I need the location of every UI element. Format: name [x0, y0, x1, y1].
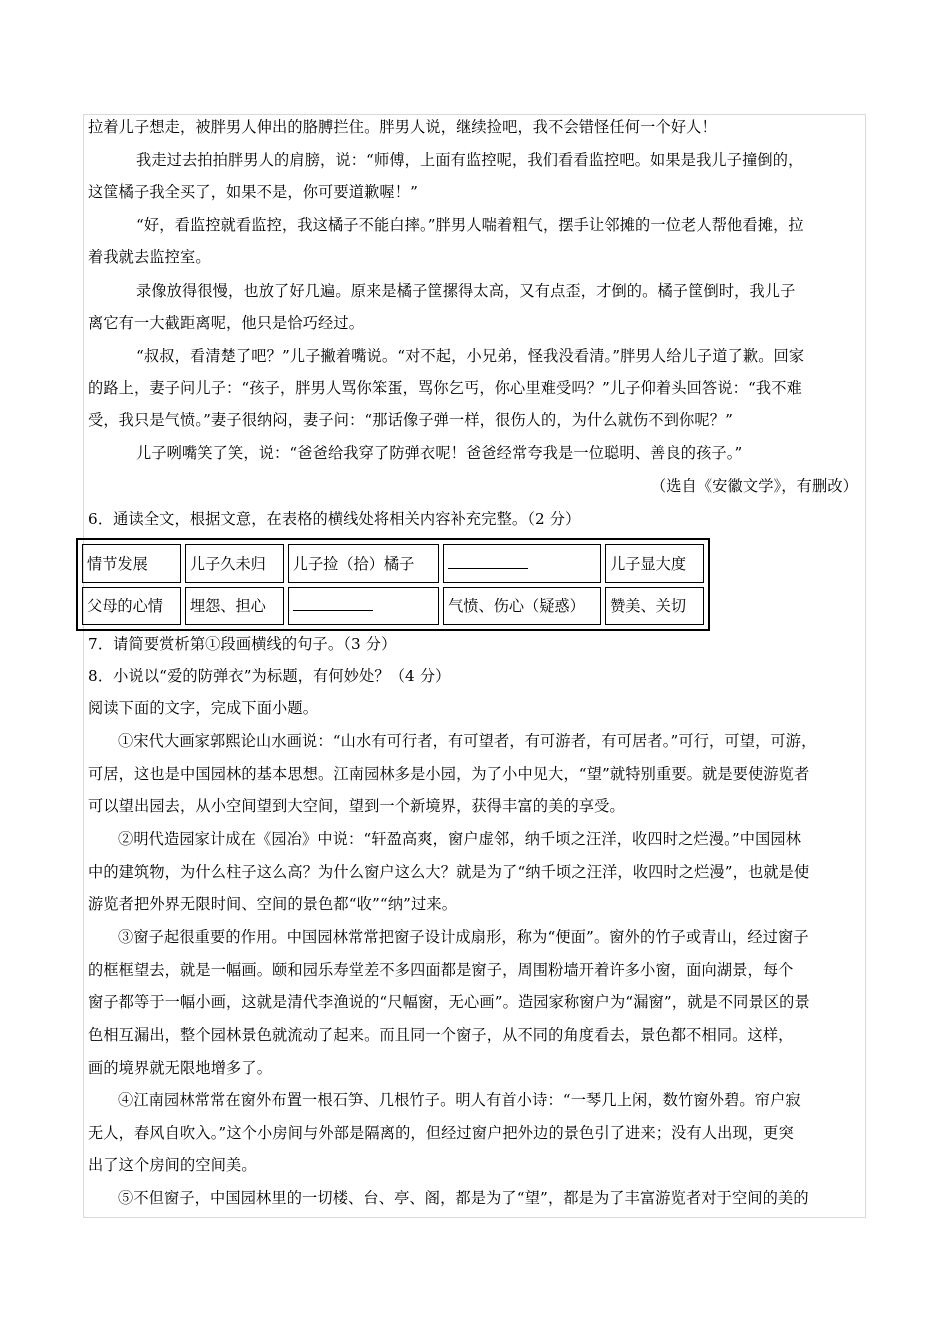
reading-line: 可以望出园去，从小空间望到大空间，望到一个新境界，获得丰富的美的享受。 — [88, 797, 625, 815]
table-cell: 气愤、伤心（疑惑） — [443, 587, 601, 626]
table-cell: 儿子久未归 — [185, 544, 284, 583]
reading-line: 游览者把外界无限时间、空间的景色都“收”“纳”过来。 — [88, 895, 458, 913]
blank-cell[interactable] — [443, 544, 601, 583]
reading-line: 的框框望去，就是一幅画。颐和园乐寿堂差不多四面都是窗子，周围粉墙开着许多小窗，面向湖景，每个 — [88, 961, 794, 979]
reading-line: ③窗子起很重要的作用。中国园林常常把窗子设计成扇形，称为“便面”。窗外的竹子或青山，经过窗子 — [118, 928, 809, 946]
passage-line: 离它有一大截距离呢，他只是恰巧经过。 — [88, 314, 365, 332]
blank-cell[interactable] — [288, 587, 439, 626]
reading-line: ⑤不但窗子，中国园林里的一切楼、台、亭、阁，都是为了“望”，都是为了丰富游览者对于空间的美的 — [118, 1189, 809, 1207]
table-cell: 埋怨、担心 — [185, 587, 284, 626]
reading-line: ②明代造园家计成在《园冶》中说：“轩盈高爽，窗户虚邻，纳千顷之汪洋，收四时之烂漫。”中国园林 — [118, 830, 802, 848]
passage-line: “叔叔，看清楚了吧？”儿子撇着嘴说。“对不起，小兄弟，怪我没看清。”胖男人给儿子道了歉。回家 — [136, 347, 805, 365]
question-8: 8．小说以“爱的防弹衣”为标题，有何妙处？（4 分） — [88, 667, 451, 685]
reading-line: 中的建筑物，为什么柱子这么高？为什么窗户这么大？就是为了“纳千顷之汪洋，收四时之烂漫”，也就是使 — [88, 863, 810, 881]
table-cell: 父母的心情 — [82, 587, 181, 626]
table-cell: 儿子显大度 — [605, 544, 704, 583]
table-cell: 儿子捡（拾）橘子 — [288, 544, 439, 583]
table-cell: 赞美、关切 — [605, 587, 704, 626]
question-6: 6．通读全文，根据文意，在表格的横线处将相关内容补充完整。（2 分） — [88, 510, 581, 528]
passage-line: 的路上，妻子问儿子：“孩子，胖男人骂你笨蛋，骂你乞丐，你心里难受吗？”儿子仰着头回答说：“我不难 — [88, 379, 802, 397]
reading-instruction: 阅读下面的文字，完成下面小题。 — [88, 699, 319, 717]
table-row — [82, 544, 704, 583]
reading-line: ①宋代大画家郭熙论山水画说：“山水有可行者，有可望者，有可游者，有可居者。”可行，可望，可游， — [118, 732, 817, 750]
passage-line: 儿子咧嘴笑了笑，说：“爸爸给我穿了防弹衣呢！爸爸经常夸我是一位聪明、善良的孩子。” — [136, 444, 743, 462]
answer-blank[interactable] — [448, 554, 528, 569]
reading-line: 可居，这也是中国园林的基本思想。江南园林多是小园，为了小中见大，“望”就特别重要。就是要使游览者 — [88, 765, 810, 783]
reading-line: 窗子都等于一幅小画，这就是清代李渔说的“尺幅窗，无心画”。造园家称窗户为“漏窗”，就是不同景区的景 — [88, 993, 810, 1011]
reading-line: ④江南园林常常在窗外布置一根石笋、几根竹子。明人有首小诗：“一琴几上闲，数竹窗外碧。帘户寂 — [118, 1091, 801, 1109]
table-row — [82, 587, 704, 626]
passage-line: 这筐橘子我全买了，如果不是，你可要道歉喔！” — [88, 183, 419, 201]
passage-line: 受，我只是气愤。”妻子很纳闷，妻子问：“那话像子弹一样，很伤人的，为什么就伤不到你呢？” — [88, 411, 733, 429]
reading-line: 色相互漏出，整个园林景色就流动了起来。而且同一个窗子，从不同的角度看去，景色都不相同。这样， — [88, 1026, 794, 1044]
reading-line: 画的境界就无限地增多了。 — [88, 1059, 273, 1077]
passage-line: 录像放得很慢，也放了好几遍。原来是橘子筐摞得太高，又有点歪，才倒的。橘子筐倒时，我儿子 — [136, 282, 796, 300]
question-7: 7．请简要赏析第①段画横线的句子。（3 分） — [88, 635, 397, 653]
plot-emotion-table — [76, 538, 710, 631]
source-note: （选自《安徽文学》，有删改） — [650, 477, 858, 495]
answer-blank[interactable] — [293, 596, 373, 611]
passage-line: “好，看监控就看监控，我这橘子不能白摔。”胖男人喘着粗气，摆手让邻摊的一位老人帮他看摊，拉 — [136, 216, 804, 234]
table-cell: 情节发展 — [82, 544, 181, 583]
passage-line: 我走过去拍拍胖男人的肩膀，说：“师傅，上面有监控呢，我们看看监控吧。如果是我儿子撞倒的， — [136, 151, 804, 169]
passage-line: 着我就去监控室。 — [88, 248, 211, 266]
passage-line: 拉着儿子想走，被胖男人伸出的胳膊拦住。胖男人说，继续捡吧，我不会错怪任何一个好人！ — [88, 118, 717, 136]
reading-line: 出了这个房间的空间美。 — [88, 1156, 257, 1174]
reading-line: 无人，春风自吹入。”这个小房间与外部是隔离的，但经过窗户把外边的景色引了进来；没有人出现，更突 — [88, 1124, 794, 1142]
